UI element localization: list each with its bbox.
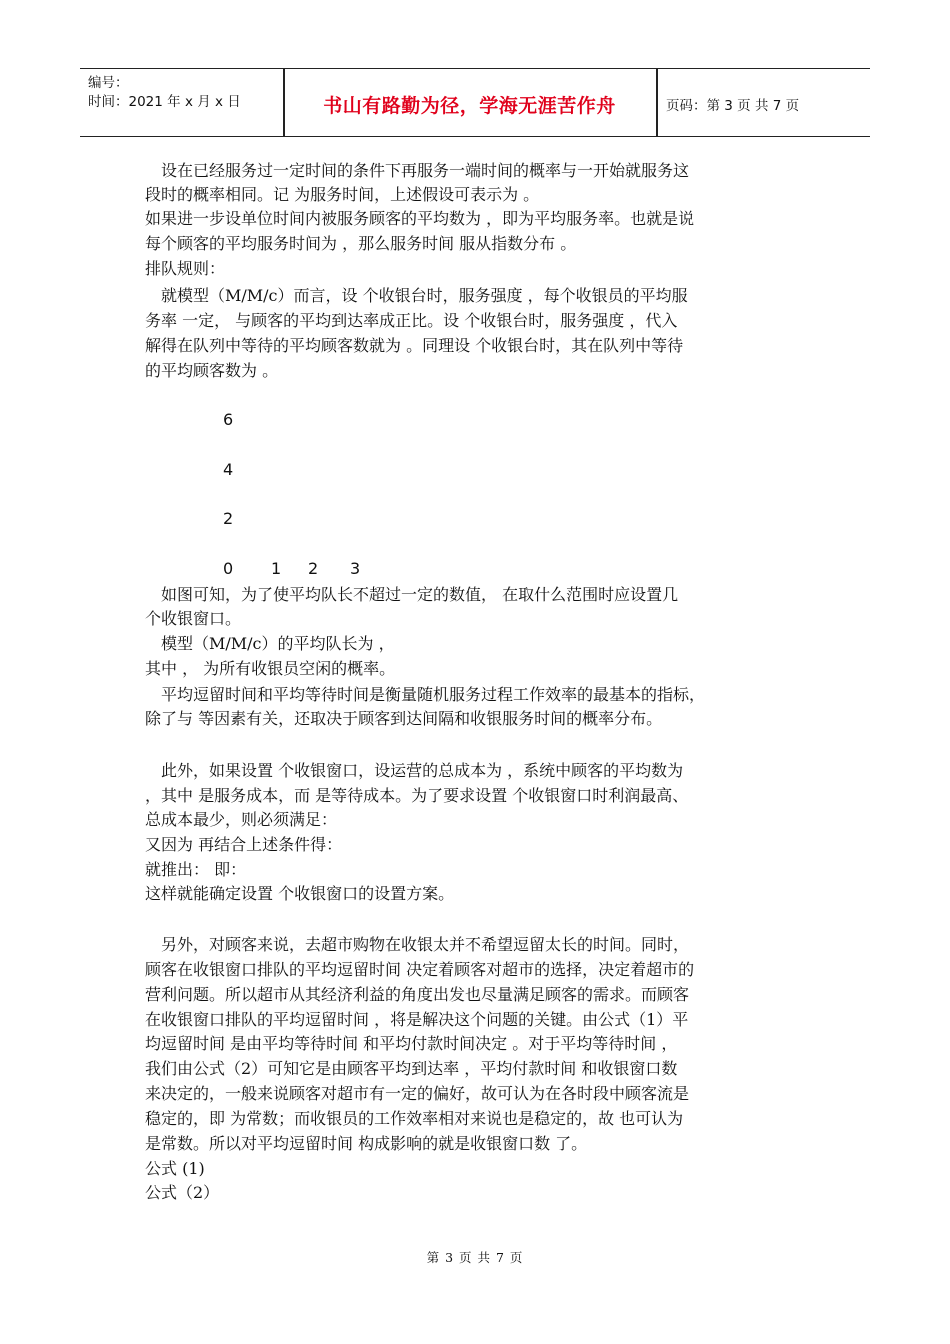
body-line: 此外，如果设置 个收银窗口，设运营的总成本为 ，系统中顾客的平均数为 [145,761,684,780]
body-line: 如果进一步设单位时间内被服务顾客的平均数为 ，即为平均服务率。也就是说 [145,209,695,228]
header-page-info: 页码：第 3 页 共 7 页 [666,98,800,114]
body-line: 务率 一定， 与顾客的平均到达率成正比。设 个收银台时，服务强度 ，代入 [145,311,678,330]
y-tick-label: 4 [223,460,234,479]
body-line: 模型（M/M/c）的平均队长为 ， [145,634,395,653]
body-line: 段时的概率相同。记 为服务时间，上述假设可表示为 。 [145,185,540,204]
x-tick-label: 1 [271,559,282,578]
serial-label: 编号： [88,75,129,91]
x-tick-label: 2 [308,559,319,578]
x-tick-label: 3 [350,559,361,578]
body-line: 这样就能确定设置 个收银窗口的设置方案。 [145,884,455,903]
y-tick-label: 2 [223,509,234,528]
body-line: 稳定的，即 为常数；而收银员的工作效率相对来说也是稳定的，故 也可认为 [145,1109,684,1128]
body-line: 均逗留时间 是由平均等待时间 和平均付款时间决定 。对于平均等待时间 ， [145,1034,678,1053]
body-line: 公式（2） [145,1183,220,1202]
body-line: 平均逗留时间和平均等待时间是衡量随机服务过程工作效率的最基本的指标， [145,685,706,704]
body-line: 每个顾客的平均服务时间为 ，那么服务时间 服从指数分布 。 [145,234,577,253]
body-line: 排队规则： [145,259,226,278]
body-line: 顾客在收银窗口排队的平均逗留时间 决定着顾客对超市的选择，决定着超市的 [145,960,695,979]
body-line: 的平均顾客数为 。 [145,361,279,380]
body-line: 就模型（M/M/c）而言，设 个收银台时，服务强度 ，每个收银员的平均服 [145,286,688,305]
page-header [80,68,870,137]
body-line: 在收银窗口排队的平均逗留时间 ，将是解决这个问题的关键。由公式（1）平 [145,1010,689,1029]
header-divider [656,69,658,136]
body-line: 我们由公式（2）可知它是由顾客平均到达率 ，平均付款时间 和收银窗口数 [145,1059,678,1078]
date-label: 时间：2021 年 x 月 x 日 [88,94,241,110]
body-line: 其中 ， 为所有收银员空闲的概率。 [145,659,396,678]
body-line: 就推出： 即： [145,860,247,879]
body-line: 来决定的，一般来说顾客对超市有一定的偏好，故可认为在各时段中顾客流是 [145,1084,690,1103]
body-line: 总成本最少，则必须满足： [145,810,338,829]
header-meta [88,74,241,112]
body-line: 设在已经服务过一定时间的条件下再服务一端时间的概率与一开始就服务这 [145,161,690,180]
x-tick-label: 0 [223,559,234,578]
body-line: ，其中 是服务成本，而 是等待成本。为了要求设置 个收银窗口时利润最高、 [145,786,689,805]
body-line: 另外，对顾客来说，去超市购物在收银太并不希望逗留太长的时间。同时， [145,935,690,954]
body-line: 又因为 再结合上述条件得： [145,835,343,854]
body-line: 个收银窗口。 [145,609,242,628]
body-line: 除了与 等因素有关，还取决于顾客到达间隔和收银服务时间的概率分布。 [145,709,663,728]
body-line: 是常数。所以对平均逗留时间 构成影响的就是收银窗口数 了。 [145,1134,588,1153]
body-line: 解得在队列中等待的平均顾客数就为 。同理设 个收银台时，其在队列中等待 [145,336,684,355]
body-line: 如图可知，为了使平均队长不超过一定的数值， 在取什么范围时应设置几 [145,585,679,604]
y-tick-label: 6 [223,410,234,429]
body-line: 营利问题。所以超市从其经济利益的角度出发也尽量满足顾客的需求。而顾客 [145,985,690,1004]
body-line: 公式 (1) [145,1159,205,1178]
page-footer: 第 3 页 共 7 页 [426,1250,524,1265]
header-motto: 书山有路勤为径，学海无涯苦作舟 [323,95,616,117]
